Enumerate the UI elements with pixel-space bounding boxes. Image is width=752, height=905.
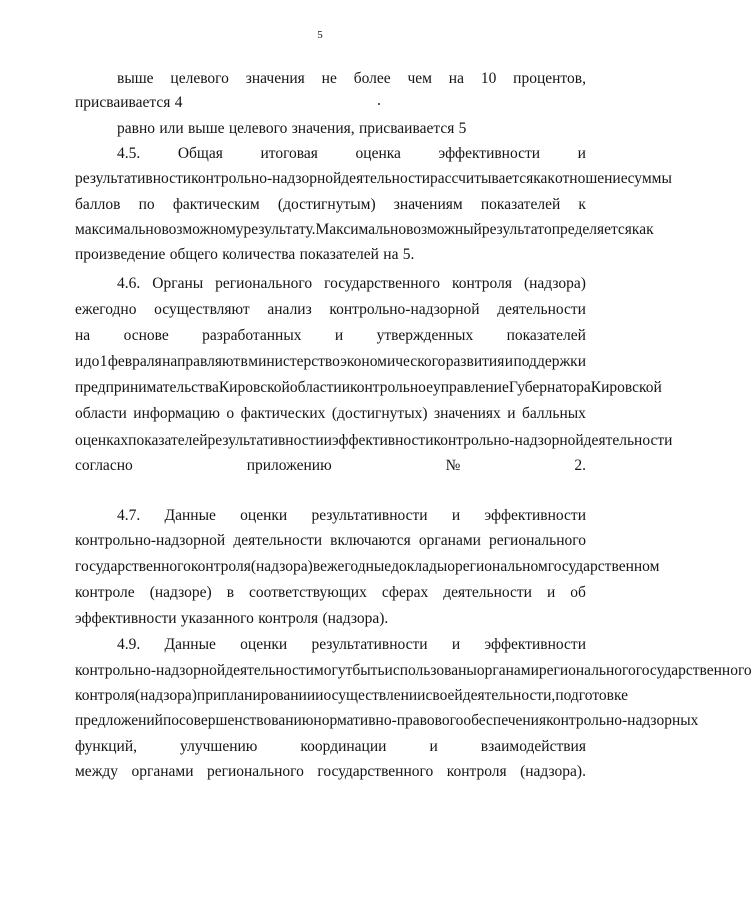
word: деятельности	[225, 662, 314, 679]
text-line	[75, 607, 586, 631]
word: развития	[445, 353, 505, 370]
word: результативности	[207, 432, 324, 449]
text-line	[75, 709, 699, 733]
word: к	[578, 196, 586, 213]
word: соответствующих	[249, 584, 367, 601]
word: контроля	[258, 610, 319, 627]
word: при	[196, 687, 222, 704]
word: (надзора)	[134, 687, 197, 704]
word: итоговая	[260, 145, 318, 162]
word: контроле	[75, 584, 135, 601]
word: о	[447, 558, 456, 575]
word: ежегодно	[75, 301, 137, 318]
word: эффективности	[484, 507, 586, 524]
word: деятельности	[497, 301, 586, 318]
word: эффективности	[75, 610, 177, 627]
text-line	[75, 760, 586, 784]
word: контроля	[190, 558, 251, 575]
word: и	[451, 507, 461, 524]
word: 10	[480, 70, 497, 87]
word: (надзора).	[322, 610, 389, 627]
word: предпринимательства	[75, 379, 219, 396]
text-line	[75, 454, 586, 478]
word: и	[323, 432, 332, 449]
text-line	[75, 555, 660, 579]
scan-speck	[378, 103, 380, 105]
word: возможному	[161, 221, 244, 238]
word: (достигнутым)	[277, 196, 376, 213]
word: выше	[117, 70, 154, 87]
word: координации	[300, 738, 387, 755]
word: контрольно-надзорной	[191, 170, 342, 187]
word: показателей	[128, 432, 208, 449]
word: выше	[187, 120, 225, 137]
word: равно	[117, 120, 155, 137]
word: могут	[313, 662, 353, 679]
word: на	[448, 70, 464, 87]
text-line	[117, 504, 586, 528]
word: процентов,	[513, 70, 586, 87]
word: эффективности	[331, 432, 434, 449]
word: Губернатора	[508, 379, 591, 396]
word: совершенствованию	[179, 712, 314, 729]
word: значения	[245, 70, 305, 87]
word: 4.6.	[117, 275, 141, 292]
word: показателей	[506, 327, 586, 344]
word: 5	[458, 120, 467, 137]
word: и	[507, 405, 516, 422]
word: регионального	[215, 275, 313, 292]
word: органами	[476, 662, 539, 679]
word: и	[429, 738, 438, 755]
word: оценках	[75, 432, 129, 449]
word: на	[75, 327, 91, 344]
word: результат	[481, 221, 544, 238]
text-line	[117, 272, 586, 296]
word: результату.	[243, 221, 316, 238]
word: Данные	[164, 507, 216, 524]
word: министерство	[248, 353, 340, 370]
text-line	[117, 117, 586, 141]
word: результативности	[311, 636, 428, 653]
word: оценки	[240, 507, 288, 524]
text-line	[75, 218, 654, 242]
word: максимально	[75, 221, 162, 238]
word: целевого	[170, 70, 229, 87]
word: присваивается	[358, 120, 455, 137]
word: значения,	[291, 120, 355, 137]
word: подготовке	[555, 687, 628, 704]
word: между	[75, 763, 119, 780]
word: основе	[123, 327, 169, 344]
word: и	[315, 687, 324, 704]
text-line	[75, 659, 752, 683]
word: присваивается	[75, 94, 171, 111]
word: эффективности	[484, 636, 586, 653]
word: управление	[432, 379, 509, 396]
word: значениям	[393, 196, 463, 213]
word: направляют	[162, 353, 241, 370]
word: сферах	[381, 584, 429, 601]
page-number: 5	[317, 29, 323, 41]
word: анализ	[267, 301, 312, 318]
word: рассчитывается	[430, 170, 534, 187]
word: общего	[169, 246, 218, 263]
word: Максимально	[315, 221, 407, 238]
word: в	[226, 584, 235, 601]
word: Органы	[152, 275, 204, 292]
word: 4	[174, 94, 183, 111]
word: произведение	[75, 246, 166, 263]
word: области	[75, 405, 127, 422]
word: как	[533, 170, 555, 187]
word: деятельности,	[462, 687, 556, 704]
word: области	[289, 379, 342, 396]
word: показателей	[480, 196, 561, 213]
word: и	[504, 353, 514, 370]
word: возможный	[406, 221, 482, 238]
word: органами	[418, 532, 481, 549]
word: (достигнутых)	[331, 405, 428, 422]
word: контроля	[75, 687, 135, 704]
word: 4.9.	[117, 636, 141, 653]
word: использованы	[384, 662, 477, 679]
word: деятельности	[583, 432, 673, 449]
word: обеспечения	[463, 712, 547, 729]
word: на	[383, 246, 399, 263]
word: (надзоре)	[149, 584, 212, 601]
word: органами	[131, 763, 194, 780]
word: результативности	[75, 170, 192, 187]
word: №	[445, 457, 461, 474]
word: деятельности	[443, 584, 532, 601]
word: 5.	[402, 246, 415, 263]
word: контроля	[446, 763, 507, 780]
word: суммы	[627, 170, 672, 187]
word: согласно	[75, 457, 133, 474]
word: фактическим	[172, 196, 260, 213]
text-line	[75, 376, 662, 400]
word: включаются	[330, 532, 411, 549]
text-line	[75, 529, 586, 553]
word: государственного	[317, 763, 434, 780]
word: информацию	[133, 405, 220, 422]
text-line	[117, 142, 586, 166]
word: государственном	[547, 558, 660, 575]
word: об	[570, 584, 586, 601]
word: и	[334, 327, 344, 344]
word: результативности	[311, 507, 428, 524]
word: до	[83, 353, 100, 370]
word: более	[353, 70, 391, 87]
word: 2.	[574, 457, 586, 474]
word: как	[631, 221, 654, 238]
word: регионального	[489, 532, 586, 549]
word: ежегодные	[320, 558, 392, 575]
word: приложению	[246, 457, 332, 474]
word: показателей	[299, 246, 379, 263]
text-line	[75, 684, 628, 708]
word: по	[162, 712, 180, 729]
text-line	[75, 478, 586, 502]
word: Общая	[177, 145, 223, 162]
word: 4.5.	[117, 145, 141, 162]
word: и	[546, 584, 556, 601]
word: государственного	[324, 275, 441, 292]
word: функций,	[75, 738, 137, 755]
word: государственного	[635, 662, 752, 679]
word: эффективности	[438, 145, 541, 162]
word: государственного	[75, 558, 191, 575]
word: поддержки	[513, 353, 586, 370]
word: регионального	[538, 662, 636, 679]
word: разработанных	[202, 327, 302, 344]
word: осуществляют	[154, 301, 250, 318]
word: контроля	[452, 275, 512, 292]
word: в	[240, 353, 248, 370]
word: контрольное	[349, 379, 433, 396]
word: контрольно-надзорной	[75, 662, 226, 679]
text-line	[117, 67, 586, 91]
word: и	[75, 353, 84, 370]
word: и	[577, 145, 586, 162]
word: контрольно-надзорной	[329, 301, 480, 318]
text-line	[75, 350, 586, 374]
text-line	[75, 785, 586, 809]
text-line	[75, 91, 586, 115]
word: 1	[99, 353, 108, 370]
text-line	[75, 581, 586, 605]
word: целевого	[228, 120, 288, 137]
word: или	[159, 120, 184, 137]
word: быть	[352, 662, 385, 679]
word: деятельности	[233, 532, 323, 549]
word: контрольно-надзорной	[75, 532, 226, 549]
word: 4.7.	[117, 507, 141, 524]
word: и	[451, 636, 461, 653]
text-line	[75, 298, 586, 322]
word: нормативно-правового	[313, 712, 464, 729]
word: оценка	[355, 145, 401, 162]
word: указанного	[180, 610, 254, 627]
word: отношение	[554, 170, 628, 187]
word: не	[321, 70, 337, 87]
text-line	[75, 402, 586, 426]
word: взаимодействия	[480, 738, 586, 755]
word: (надзора)	[523, 275, 586, 292]
text-line	[75, 167, 672, 191]
word: определяется	[543, 221, 632, 238]
word: балльных	[522, 405, 586, 422]
word: экономического	[340, 353, 446, 370]
text-line	[75, 243, 586, 267]
word: планировании	[221, 687, 316, 704]
word: предложений	[75, 712, 163, 729]
word: региональном	[455, 558, 548, 575]
word: деятельности	[341, 170, 431, 187]
word: в	[312, 558, 321, 575]
text-line	[117, 633, 586, 657]
word: и	[341, 379, 350, 396]
word: оценки	[240, 636, 288, 653]
word: количества	[222, 246, 296, 263]
text-line	[75, 193, 586, 217]
word: контрольно-надзорных	[546, 712, 699, 729]
word: значениях	[433, 405, 501, 422]
word: Кировской	[218, 379, 290, 396]
word: февраля	[107, 353, 162, 370]
word: осуществлении	[323, 687, 426, 704]
word: фактических	[240, 405, 326, 422]
word: баллов	[75, 196, 121, 213]
word: улучшению	[180, 738, 258, 755]
word: чем	[407, 70, 432, 87]
text-line	[75, 429, 673, 453]
word: своей	[425, 687, 463, 704]
text-line	[75, 735, 586, 759]
word: регионального	[206, 763, 304, 780]
word: утвержденных	[376, 327, 474, 344]
word: доклады	[391, 558, 448, 575]
word: Кировской	[590, 379, 662, 396]
word: (надзора)	[250, 558, 313, 575]
text-line	[75, 324, 586, 348]
word: о	[226, 405, 235, 422]
word: по	[138, 196, 155, 213]
word: контрольно-надзорной	[433, 432, 584, 449]
word: (надзора).	[520, 763, 586, 780]
word: Данные	[164, 636, 216, 653]
